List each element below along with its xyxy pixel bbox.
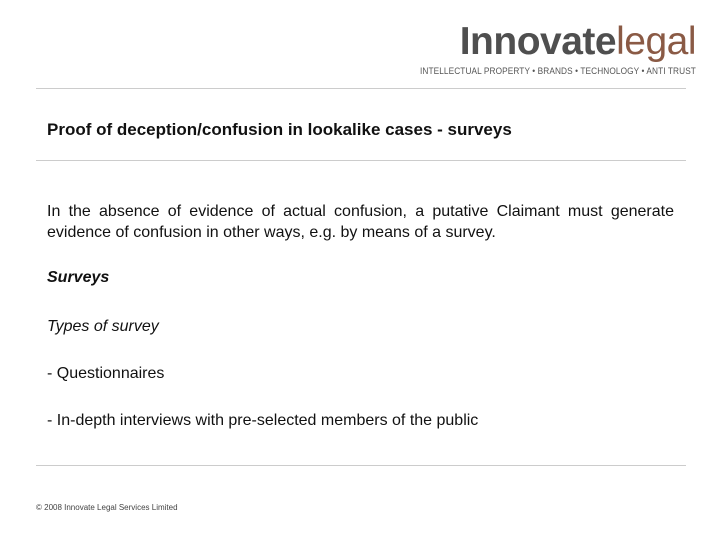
top-divider <box>36 88 686 89</box>
section-subheading: Types of survey <box>47 318 159 335</box>
logo-light-text: legal <box>616 20 696 63</box>
list-item: - In-depth interviews with pre-selected members of the public <box>47 412 479 429</box>
slide-body <box>47 201 674 431</box>
copyright-footer: © 2008 Innovate Legal Services Limited <box>36 503 178 512</box>
slide-title: Proof of deception/confusion in lookalike cases - surveys <box>47 120 512 139</box>
title-divider <box>36 160 686 161</box>
logo-bold-text: Innovate <box>459 20 617 63</box>
logo-tagline: INTELLECTUAL PROPERTY • BRANDS • TECHNOLOGY • ANTI TRUST <box>420 66 696 76</box>
section-heading: Surveys <box>47 269 110 286</box>
intro-paragraph: In the absence of evidence of actual confusion, a putative Claimant must generate evidence of confusion in other ways, e.g. by means of a survey. <box>47 203 674 241</box>
bottom-divider <box>36 465 686 466</box>
list-item: - Questionnaires <box>47 365 165 382</box>
logo-wordmark <box>396 22 696 62</box>
company-logo <box>396 22 696 76</box>
